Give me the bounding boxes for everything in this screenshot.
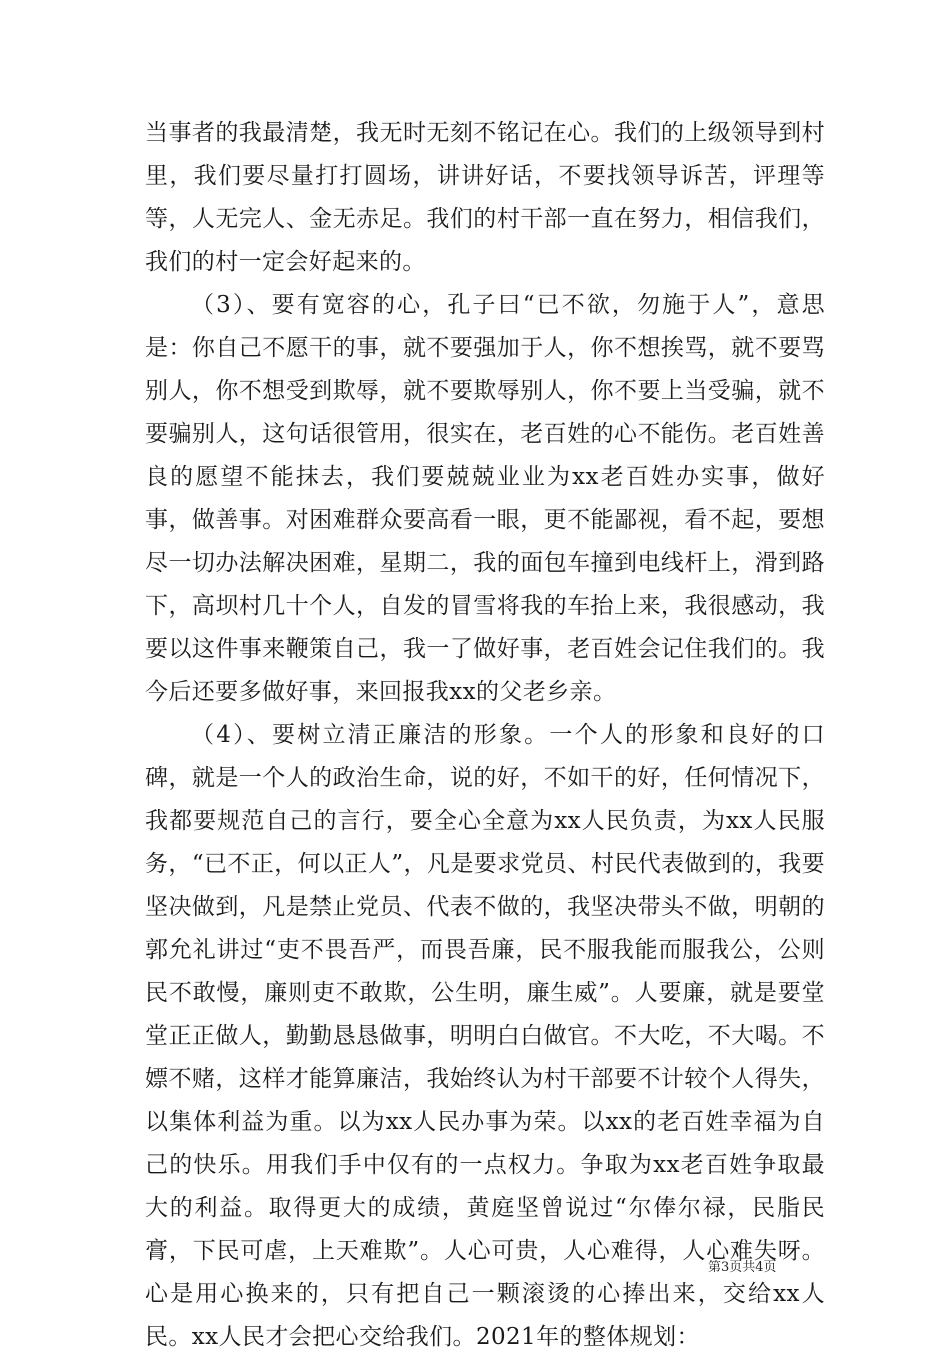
paragraph-integrity: （4）、要树立清正廉洁的形象。一个人的形象和良好的口碑，就是一个人的政治生命，说的好，不如干的好，任何情况下，我都要规范自己的言行，要全心全意为xx人民负责，为xx人民服务，“已不正，何以正人”，凡是要求党员、村民代表做到的，我要坚决做到，凡是禁止党员、代表不做的，我坚决带头不做，明朝的郭允礼讲过“吏不畏吾严，而畏吾廉，民不服我能而服我公，公则民不敢慢，廉则吏不敢欺，公生明，廉生威”。人要廉，就是要堂堂正正做人，勤勤恳恳做事，明明白白做官。不大吃，不大喝。不嫖不赌，这样才能算廉洁，我始终认为村干部要不计较个人得失，以集体利益为重。以为xx人民办事为荣。以xx的老百姓幸福为自己的快乐。用我们手中仅有的一点权力。争取为xx老百姓争取最大的利益。取得更大的成绩，黄庭坚曾说过“尔俸尔禄，民脂民膏，下民可虐，上天难欺”。人心可贵，人心难得，人心难失呀。心是用心换来的，只有把自己一颗滚烫的心捧出来，交给xx人民。xx人民才会把心交给我们。2021年的整体规划： [145, 722, 825, 1350]
paragraph-continuation: 当事者的我最清楚，我无时无刻不铭记在心。我们的上级领导到村里，我们要尽量打打圆场，讲讲好话，不要找领导诉苦，评理等等，人无完人、金无赤足。我们的村干部一直在努力，相信我们，我们的村一定会好起来的。 [145, 120, 825, 275]
paragraph-tolerance: （3）、要有宽容的心，孔子曰“已不欲，勿施于人”，意思是：你自己不愿干的事，就不要强加于人，你不想挨骂，就不要骂别人，你不想受到欺辱，就不要欺辱别人，你不要上当受骗，就不要骗别人，这句话很管用，很实在，老百姓的心不能伤。老百姓善良的愿望不能抹去，我们要兢兢业业为xx老百姓办实事，做好事，做善事。对困难群众要高看一眼，更不能鄙视，看不起，要想尽一切办法解决困难，星期二，我的面包车撞到电线杆上，滑到路下，高坝村几十个人，自发的冒雪将我的车抬上来，我很感动，我要以这件事来鞭策自己，我一了做好事，老百姓会记住我们的。我今后还要多做好事，来回报我xx的父老乡亲。 [145, 292, 825, 705]
page-number-footer: 第3页共4页 [708, 1260, 777, 1275]
document-body [145, 112, 825, 1359]
